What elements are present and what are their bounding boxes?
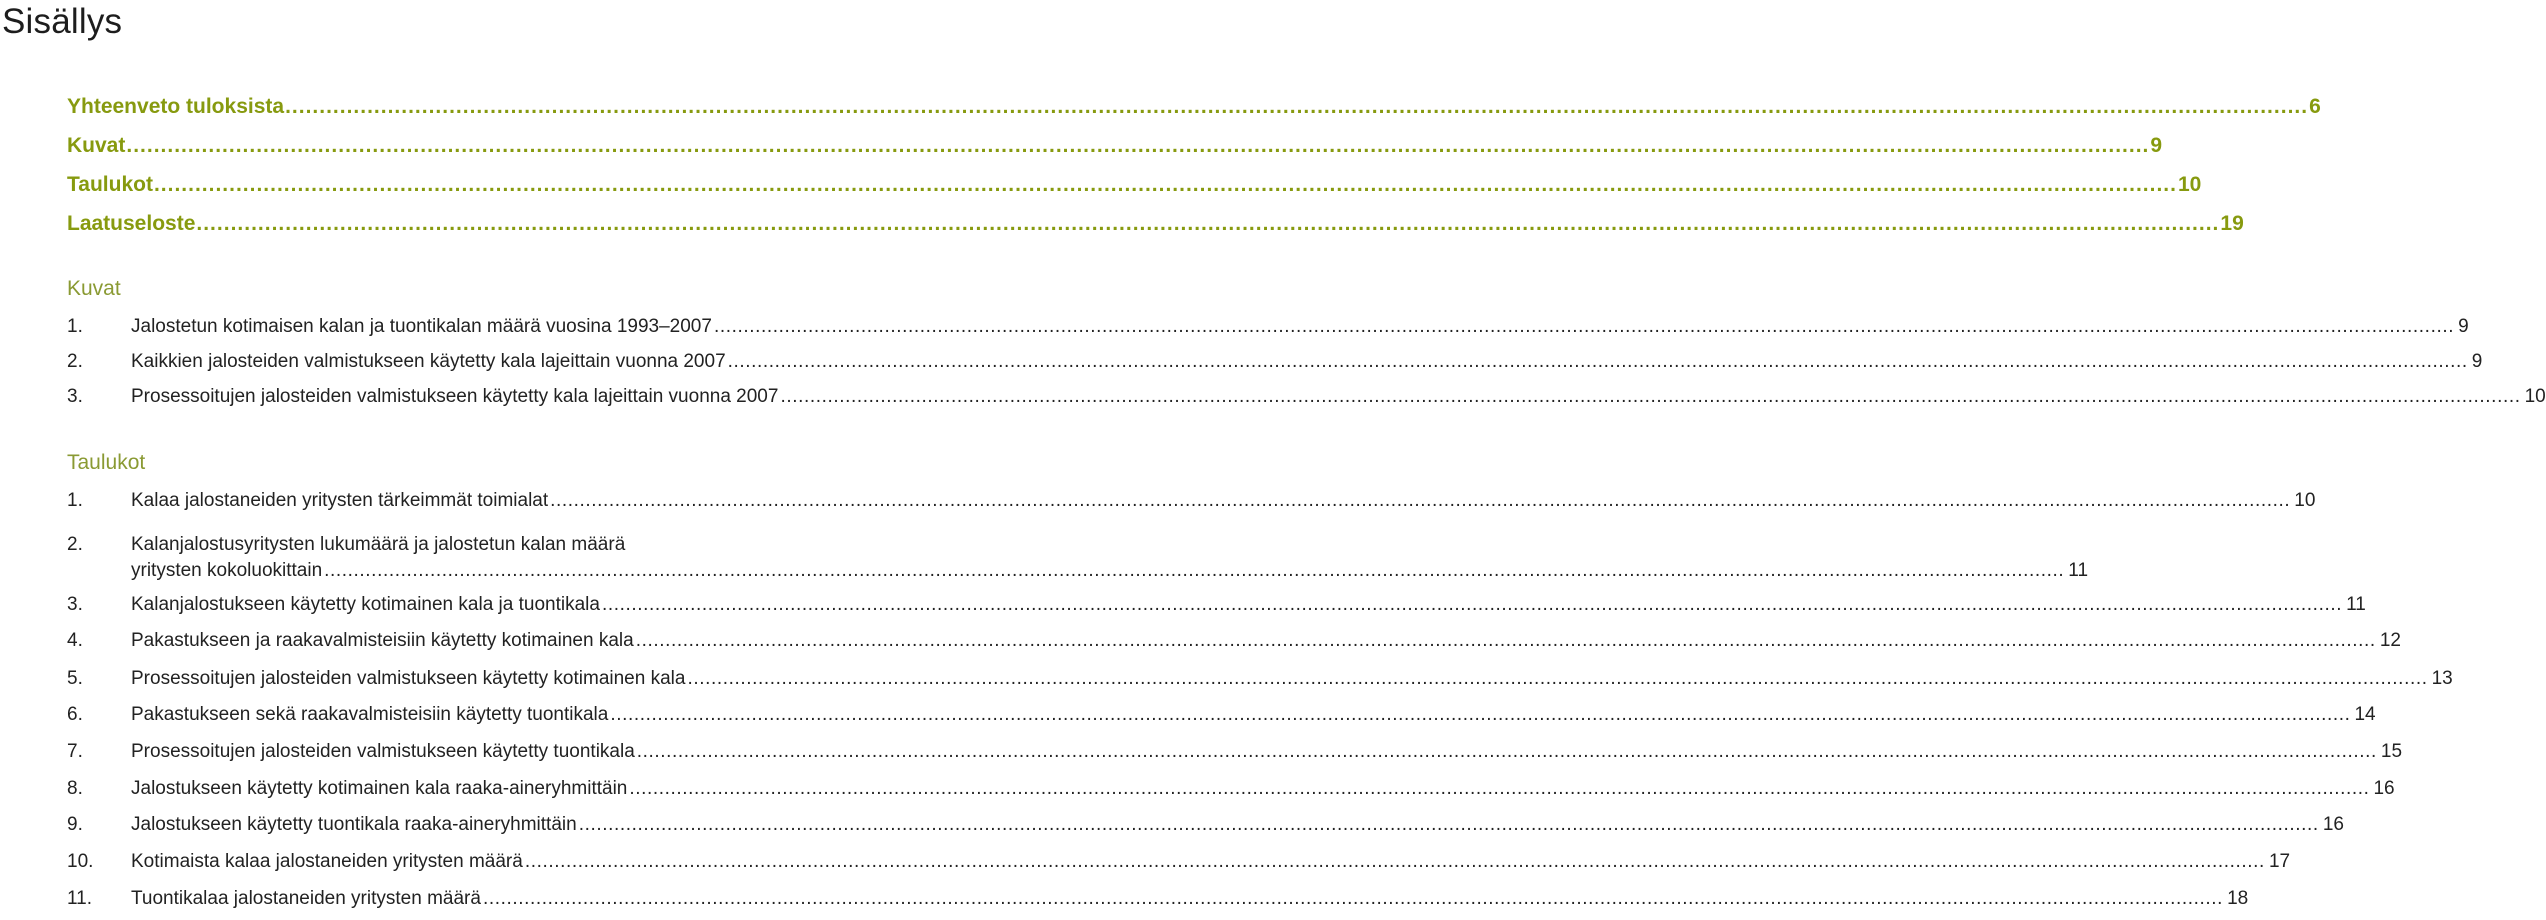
entry-page: 11 [2346, 594, 2366, 615]
entry-text: Kalanjalostusyritysten lukumäärä ja jalostetun kalan määrä [131, 534, 626, 555]
toc-main-label: Kuvat [67, 134, 126, 157]
entry-page: 13 [2431, 668, 2453, 689]
dot-leader [285, 95, 2308, 119]
entry-page: 12 [2379, 630, 2401, 651]
entry-text: Prosessoitujen jalosteiden valmistukseen käytetty kotimainen kala [131, 668, 686, 689]
entry-page: 9 [2458, 316, 2469, 337]
entry-text: Kalaa jalostaneiden yritysten tärkeimmät toimialat [131, 490, 549, 511]
entry-text: Prosessoitujen jalosteiden valmistukseen käytetty tuontikala [131, 741, 635, 762]
entry-text: Kalanjalostukseen käytetty kotimainen kala ja tuontikala [131, 594, 600, 615]
entry-number: 8. [67, 778, 83, 799]
table-entry[interactable] [67, 628, 2401, 654]
dot-leader [525, 849, 2265, 875]
dot-leader [579, 812, 2319, 838]
entry-page: 15 [2380, 741, 2403, 762]
dot-leader [602, 592, 2342, 618]
dot-leader [550, 488, 2290, 514]
entry-number: 4. [67, 630, 83, 651]
toc-main-label: Yhteenveto tuloksista [67, 95, 285, 118]
table-entry[interactable] [67, 776, 2395, 802]
entry-text: Jalostukseen käytetty tuontikala raaka-aineryhmittäin [131, 814, 577, 835]
dot-leader [687, 666, 2427, 692]
entry-number: 7. [67, 741, 83, 762]
entry-text: Kotimaista kalaa jalostaneiden yritysten määrä [131, 851, 523, 872]
toc-main-entry[interactable] [67, 134, 2163, 164]
page-title: Sisällys [2, 2, 123, 41]
dot-leader [728, 349, 2468, 375]
toc-main-page: 10 [2177, 173, 2202, 196]
dot-leader [714, 314, 2454, 340]
entry-text: Jalostetun kotimaisen kalan ja tuontikalan määrä vuosina 1993–2007 [131, 316, 712, 337]
entry-page: 11 [2068, 560, 2089, 581]
entry-number: 11. [67, 888, 93, 909]
entry-number: 3. [67, 594, 83, 615]
dot-leader [154, 173, 2177, 197]
entry-text: Pakastukseen sekä raakavalmisteisiin käytetty tuontikala [131, 704, 609, 725]
entry-page: 10 [2524, 386, 2546, 407]
table-entry[interactable] [67, 849, 2291, 875]
entry-text: Jalostukseen käytetty kotimainen kala raaka-aineryhmittäin [131, 778, 628, 799]
dot-leader [324, 558, 2064, 584]
entry-number: 3. [67, 386, 83, 407]
figure-entry[interactable] [67, 349, 2483, 375]
section-heading-taulukot: Taulukot [67, 451, 146, 474]
dot-leader [196, 212, 2219, 236]
entry-page: 17 [2268, 851, 2291, 872]
figure-entry[interactable] [67, 384, 2546, 410]
table-entry[interactable] [67, 532, 2089, 584]
dot-leader [637, 739, 2377, 765]
toc-main-page: 9 [2150, 134, 2163, 157]
entry-page: 14 [2354, 704, 2376, 725]
entry-number: 1. [67, 490, 83, 511]
toc-main-entry[interactable] [67, 173, 2202, 203]
entry-text: Kaikkien jalosteiden valmistukseen käytetty kala lajeittain vuonna 2007 [131, 351, 726, 372]
table-entry[interactable] [67, 666, 2453, 692]
table-entry[interactable] [67, 812, 2344, 838]
figure-entry[interactable] [67, 314, 2469, 340]
entry-page: 18 [2227, 888, 2249, 909]
table-entry[interactable] [67, 488, 2316, 514]
table-entry[interactable] [67, 592, 2366, 618]
entry-text: Tuontikalaa jalostaneiden yritysten määrä [131, 888, 481, 909]
toc-main-entry[interactable] [67, 212, 2244, 242]
entry-number: 10. [67, 851, 94, 872]
entry-number: 1. [67, 316, 83, 337]
entry-number: 9. [67, 814, 83, 835]
toc-main-label: Laatuseloste [67, 212, 196, 235]
dot-leader [629, 776, 2369, 802]
toc-main-label: Taulukot [67, 173, 153, 196]
table-entry[interactable] [67, 739, 2403, 765]
dot-leader [610, 702, 2350, 728]
table-entry[interactable] [67, 886, 2249, 912]
entry-number: 2. [67, 351, 83, 372]
toc-main-entry[interactable] [67, 95, 2321, 125]
entry-page: 10 [2294, 490, 2316, 511]
entry-page: 9 [2471, 351, 2483, 372]
entry-text: Prosessoitujen jalosteiden valmistukseen käytetty kala lajeittain vuonna 2007 [131, 386, 779, 407]
table-entry[interactable] [67, 702, 2376, 728]
dot-leader [126, 134, 2149, 158]
entry-number: 6. [67, 704, 83, 725]
entry-number: 2. [67, 534, 83, 555]
dot-leader [780, 384, 2520, 410]
entry-page: 16 [2322, 814, 2344, 835]
toc-main-page: 6 [2309, 95, 2321, 118]
dot-leader [483, 886, 2223, 912]
entry-number: 5. [67, 668, 83, 689]
entry-page: 16 [2373, 778, 2395, 799]
section-heading-kuvat: Kuvat [67, 277, 121, 300]
dot-leader [636, 628, 2376, 654]
entry-text: Pakastukseen ja raakavalmisteisiin käytetty kotimainen kala [131, 630, 634, 651]
entry-text-continued: yritysten kokoluokittain [131, 560, 323, 581]
toc-main-page: 19 [2220, 212, 2244, 235]
